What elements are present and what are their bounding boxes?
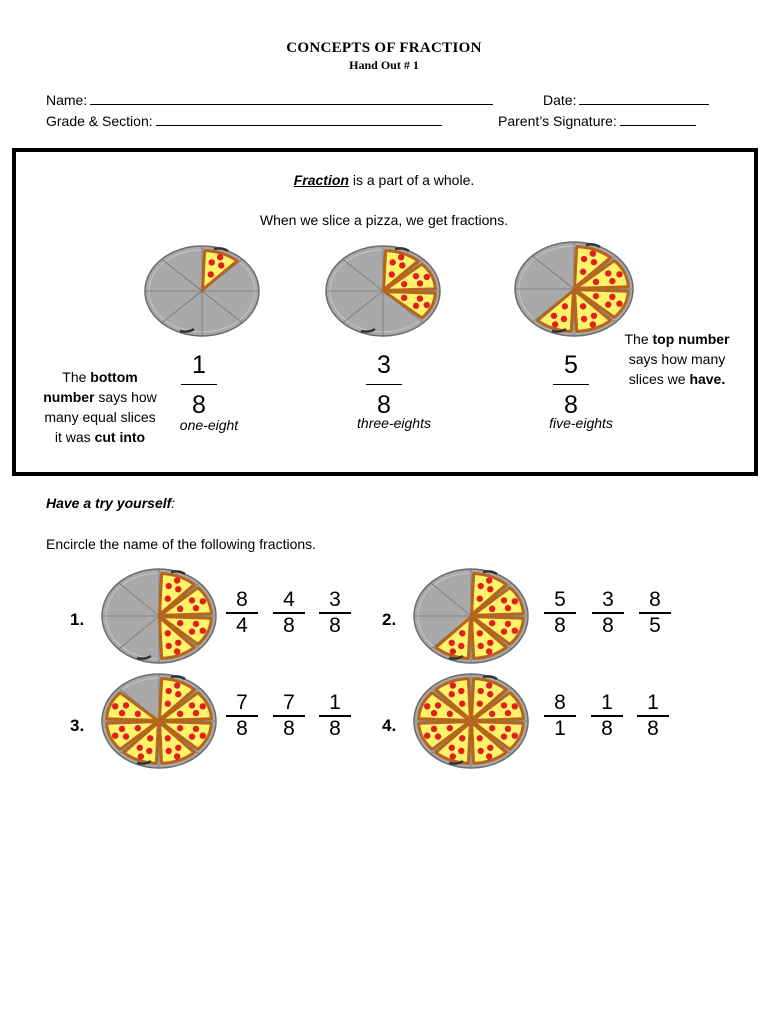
- pepperoni: [580, 303, 586, 309]
- pepperoni: [591, 259, 597, 265]
- grade-field: [46, 112, 442, 129]
- pepperoni: [447, 711, 453, 717]
- pepperoni: [137, 745, 143, 751]
- pepperoni: [489, 725, 495, 731]
- pepperoni: [616, 300, 622, 306]
- pepperoni: [424, 274, 430, 280]
- pepperoni: [562, 303, 568, 309]
- pepperoni: [458, 748, 464, 754]
- pepperoni: [478, 748, 484, 754]
- example-2-numerator: 3: [377, 351, 391, 379]
- pepperoni: [489, 606, 495, 612]
- choice-denominator: 8: [283, 716, 295, 740]
- pepperoni: [487, 691, 493, 697]
- pepperoni: [605, 270, 611, 276]
- exercise-heading: [46, 495, 175, 511]
- pepperoni: [590, 321, 596, 327]
- question-2-label: 2.: [382, 610, 397, 629]
- definition: [0, 172, 768, 188]
- pepperoni: [200, 732, 206, 738]
- pepperoni: [389, 271, 395, 277]
- date-line[interactable]: [579, 91, 709, 105]
- pepperoni: [478, 688, 484, 694]
- pepperoni: [208, 271, 214, 277]
- pepperoni: [501, 733, 507, 739]
- example-1-numerator: 1: [192, 351, 206, 379]
- example-3-denominator: 8: [564, 391, 578, 419]
- pepperoni: [458, 643, 464, 649]
- choice[interactable]: [591, 691, 623, 741]
- pepperoni: [477, 735, 483, 741]
- pepperoni: [200, 627, 206, 633]
- note-bold: cut into: [94, 429, 146, 445]
- pepperoni: [135, 711, 141, 717]
- example-2-bar: [366, 384, 402, 385]
- pepperoni: [200, 598, 206, 604]
- pepperoni: [501, 597, 507, 603]
- signature-label: Parent’s Signature:: [498, 113, 617, 129]
- choice-numerator: 8: [236, 588, 248, 611]
- pepperoni: [501, 628, 507, 634]
- pepperoni: [417, 295, 423, 301]
- example-1-name: one-eight: [179, 417, 239, 433]
- pepperoni: [119, 710, 125, 716]
- example-3-numerator: 5: [564, 351, 578, 379]
- pepperoni: [616, 271, 622, 277]
- pepperoni: [424, 732, 430, 738]
- top-number-note: [612, 329, 742, 389]
- choice-denominator: 8: [329, 613, 341, 637]
- choice-numerator: 5: [554, 588, 566, 611]
- pepperoni: [189, 628, 195, 634]
- pepperoni: [424, 302, 430, 308]
- pepperoni: [501, 702, 507, 708]
- choice[interactable]: [273, 588, 305, 638]
- pepperoni: [175, 691, 181, 697]
- pepperoni: [489, 711, 495, 717]
- pepperoni: [512, 732, 518, 738]
- pepperoni: [401, 295, 407, 301]
- intro-text: When we slice a pizza, we get fractions.: [259, 212, 509, 228]
- choice-numerator: 1: [601, 691, 613, 714]
- pepperoni: [505, 726, 511, 732]
- question-1-label: 1.: [70, 610, 85, 629]
- pepperoni: [486, 682, 492, 688]
- pepperoni: [174, 648, 180, 654]
- pepperoni: [609, 294, 615, 300]
- pepperoni: [561, 316, 567, 322]
- pepperoni: [147, 735, 153, 741]
- pepperoni: [580, 269, 586, 275]
- bottom-number-note: [28, 367, 172, 447]
- pepperoni: [401, 281, 407, 287]
- pepperoni: [581, 256, 587, 262]
- note-bold: number: [43, 389, 95, 405]
- note-text: The: [624, 331, 653, 347]
- date-label: Date:: [543, 92, 577, 108]
- pepperoni: [487, 586, 493, 592]
- pepperoni: [512, 627, 518, 633]
- note-text: many equal slices: [44, 409, 156, 425]
- pepperoni: [174, 753, 180, 759]
- pepperoni: [189, 597, 195, 603]
- pepperoni: [138, 753, 144, 759]
- pepperoni: [505, 605, 511, 611]
- definition-term: Fraction: [293, 172, 349, 188]
- question-3-label: 3.: [70, 716, 85, 735]
- pepperoni: [450, 753, 456, 759]
- choice-numerator: 3: [602, 588, 614, 611]
- pepperoni: [593, 293, 599, 299]
- question-3-pizza: [100, 672, 218, 770]
- pepperoni: [449, 691, 455, 697]
- pepperoni: [123, 702, 129, 708]
- pepperoni: [590, 250, 596, 256]
- pepperoni: [165, 701, 171, 707]
- note-bold: bottom: [90, 369, 138, 385]
- choice[interactable]: [592, 588, 624, 638]
- pepperoni: [424, 703, 430, 709]
- choice[interactable]: [639, 588, 671, 638]
- pepperoni: [487, 640, 493, 646]
- pepperoni: [175, 745, 181, 751]
- pepperoni: [123, 733, 129, 739]
- pepperoni: [431, 710, 437, 716]
- example-pizza-2: [324, 244, 442, 338]
- choice-denominator: 8: [647, 716, 659, 740]
- pepperoni: [177, 725, 183, 731]
- pepperoni: [174, 577, 180, 583]
- page-title: CONCEPTS OF FRACTION: [286, 40, 482, 56]
- signature-field: [498, 112, 696, 129]
- pepperoni: [450, 682, 456, 688]
- choice-denominator: 8: [602, 613, 614, 637]
- pepperoni: [135, 725, 141, 731]
- pepperoni: [174, 682, 180, 688]
- grade-label: Grade & Section:: [46, 113, 153, 129]
- example-pizza-1: [143, 244, 261, 338]
- pepperoni: [166, 688, 172, 694]
- pepperoni: [112, 732, 118, 738]
- pepperoni: [175, 640, 181, 646]
- choice-denominator: 1: [554, 716, 566, 740]
- exercise-heading-text: Have a try yourself: [46, 495, 172, 511]
- example-2-denominator: 8: [377, 391, 391, 419]
- pepperoni: [478, 643, 484, 649]
- pepperoni: [459, 701, 465, 707]
- pepperoni: [609, 278, 615, 284]
- pepperoni: [165, 735, 171, 741]
- note-text: it was: [54, 429, 95, 445]
- pepperoni: [459, 630, 465, 636]
- choice-numerator: 7: [283, 691, 295, 714]
- pepperoni: [435, 733, 441, 739]
- example-3-name: five-eights: [549, 415, 613, 431]
- pepperoni: [486, 577, 492, 583]
- example-pizza-3: [513, 240, 635, 338]
- pepperoni: [177, 620, 183, 626]
- note-text: says how: [94, 389, 157, 405]
- pepperoni: [489, 620, 495, 626]
- choice-denominator: 8: [601, 716, 613, 740]
- pepperoni: [605, 301, 611, 307]
- pepperoni: [119, 726, 125, 732]
- pepperoni: [552, 321, 558, 327]
- question-1-pizza: [100, 567, 218, 665]
- pepperoni: [189, 702, 195, 708]
- pepperoni: [189, 733, 195, 739]
- choice-numerator: 3: [329, 588, 341, 611]
- pepperoni: [217, 254, 223, 260]
- page-subtitle: Hand Out # 1: [349, 58, 419, 72]
- note-bold: have.: [689, 371, 726, 387]
- choice[interactable]: [544, 691, 576, 741]
- pepperoni: [512, 598, 518, 604]
- choice[interactable]: [544, 588, 576, 638]
- name-field: [46, 91, 493, 108]
- example-1-bar: [181, 384, 217, 385]
- pepperoni: [193, 605, 199, 611]
- note-text: slices we: [628, 371, 690, 387]
- exercise-heading-colon: :: [171, 495, 176, 511]
- choice[interactable]: [273, 691, 305, 741]
- pepperoni: [435, 702, 441, 708]
- question-2-pizza: [412, 567, 530, 665]
- choice[interactable]: [637, 691, 669, 741]
- choice-numerator: 1: [647, 691, 659, 714]
- signature-line[interactable]: [620, 112, 696, 126]
- pepperoni: [193, 621, 199, 627]
- pepperoni: [447, 725, 453, 731]
- pepperoni: [417, 280, 423, 286]
- example-1-denominator: 8: [192, 391, 206, 419]
- choice-numerator: 4: [283, 588, 295, 611]
- pepperoni: [399, 262, 405, 268]
- choice[interactable]: [226, 588, 258, 638]
- note-text: says how many: [628, 351, 726, 367]
- pepperoni: [413, 273, 419, 279]
- pepperoni: [551, 313, 557, 319]
- pepperoni: [478, 583, 484, 589]
- pepperoni: [398, 254, 404, 260]
- pepperoni: [175, 586, 181, 592]
- pepperoni: [112, 703, 118, 709]
- pepperoni: [146, 748, 152, 754]
- pepperoni: [390, 259, 396, 265]
- name-label: Name:: [46, 92, 88, 108]
- pepperoni: [486, 753, 492, 759]
- choice[interactable]: [319, 691, 351, 741]
- pepperoni: [449, 745, 455, 751]
- pepperoni: [593, 279, 599, 285]
- pepperoni: [209, 259, 215, 265]
- pepperoni: [177, 711, 183, 717]
- pepperoni: [218, 262, 224, 268]
- example-3-bar: [553, 384, 589, 385]
- pepperoni: [431, 726, 437, 732]
- choice-denominator: 4: [236, 613, 248, 637]
- pepperoni: [166, 583, 172, 589]
- pepperoni: [193, 710, 199, 716]
- pepperoni: [166, 643, 172, 649]
- pepperoni: [512, 703, 518, 709]
- choice-numerator: 8: [649, 588, 661, 611]
- pepperoni: [413, 303, 419, 309]
- pepperoni: [458, 688, 464, 694]
- choice[interactable]: [319, 588, 351, 638]
- pepperoni: [449, 640, 455, 646]
- question-4-label: 4.: [382, 716, 397, 735]
- grade-line[interactable]: [156, 112, 442, 126]
- pepperoni: [450, 648, 456, 654]
- choice-numerator: 1: [329, 691, 341, 714]
- choice-denominator: 8: [329, 716, 341, 740]
- pepperoni: [200, 703, 206, 709]
- pepperoni: [193, 726, 199, 732]
- choice[interactable]: [226, 691, 258, 741]
- pepperoni: [177, 606, 183, 612]
- choice-numerator: 7: [236, 691, 248, 714]
- pepperoni: [459, 735, 465, 741]
- pepperoni: [477, 701, 483, 707]
- pepperoni: [591, 313, 597, 319]
- pepperoni: [505, 710, 511, 716]
- note-bold: top number: [652, 331, 730, 347]
- pepperoni: [505, 621, 511, 627]
- choice-denominator: 8: [283, 613, 295, 637]
- pepperoni: [165, 630, 171, 636]
- pepperoni: [581, 316, 587, 322]
- pepperoni: [477, 596, 483, 602]
- note-text: The: [62, 369, 91, 385]
- definition-rest: is a part of a whole.: [348, 172, 475, 188]
- name-line[interactable]: [90, 91, 493, 105]
- pepperoni: [486, 648, 492, 654]
- pepperoni: [477, 630, 483, 636]
- choice-numerator: 8: [554, 691, 566, 714]
- date-field: [543, 91, 709, 108]
- pepperoni: [166, 748, 172, 754]
- pepperoni: [165, 596, 171, 602]
- question-4-pizza: [412, 672, 530, 770]
- exercise-instruction: Encircle the name of the following fractions.: [46, 536, 317, 552]
- choice-denominator: 5: [649, 613, 661, 637]
- choice-denominator: 8: [236, 716, 248, 740]
- pepperoni: [487, 745, 493, 751]
- example-2-name: three-eights: [357, 415, 431, 431]
- choice-denominator: 8: [554, 613, 566, 637]
